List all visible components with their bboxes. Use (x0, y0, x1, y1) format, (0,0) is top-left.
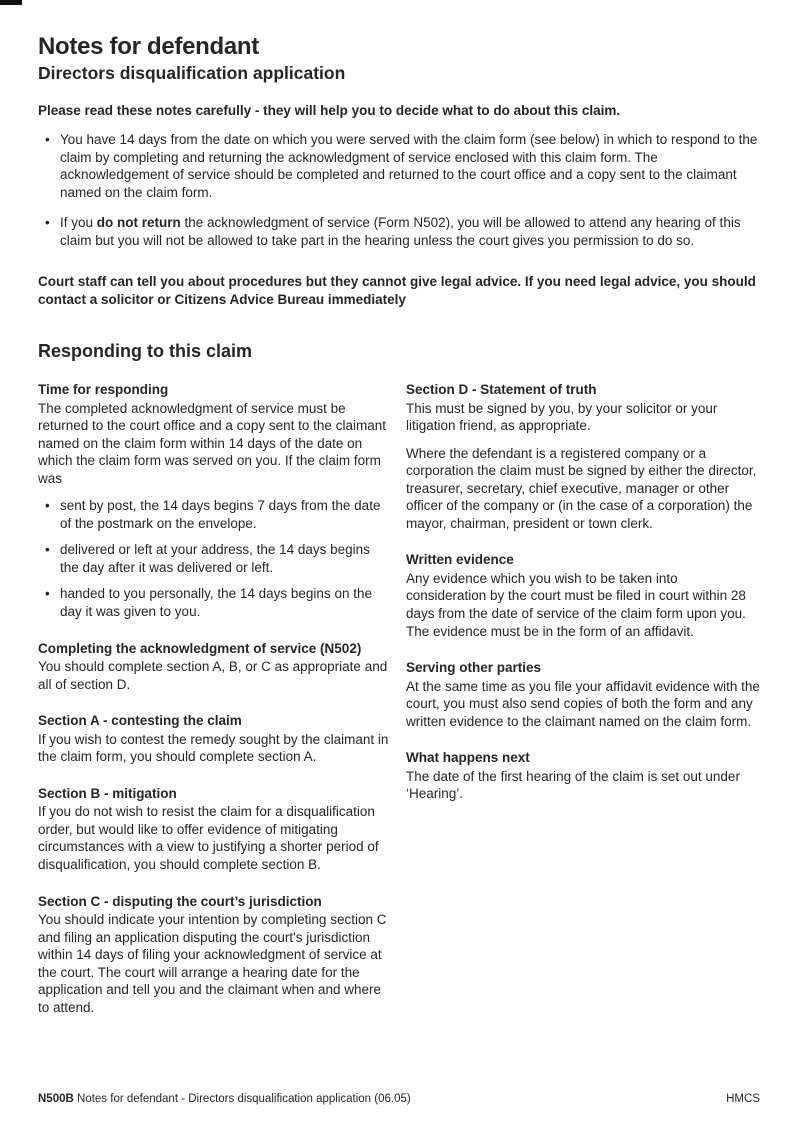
block-heading: Time for responding (38, 381, 169, 397)
footer-right: HMCS (726, 1093, 760, 1105)
intro-bullet-2 (60, 214, 760, 249)
block-heading: Written evidence (406, 552, 514, 568)
bullet2-bold: do not return (96, 215, 181, 231)
block-heading: Section A - contesting the claim (38, 713, 242, 729)
block-paragraph: If you do not wish to resist the claim for a disqualification order, but would like to offer evidence of mitigating circumstances with a view to justifying a shorter period of disqualification, you should complete section B. (38, 804, 379, 872)
page-subtitle: Directors disqualification application (38, 63, 346, 84)
block-what-happens-next (406, 749, 760, 803)
block-heading: Section C - disputing the court’s jurisdiction (38, 893, 322, 909)
footer (38, 1093, 760, 1105)
intro-lead: Please read these notes carefully - they will help you to decide what to do about this claim. (38, 102, 621, 118)
block-heading: Section B - mitigation (38, 785, 177, 801)
intro-bullet-1: • You have 14 days from the date on which you were served with the claim form (see below) in which to respond to the claim by completing and returning the acknowledgment of service enclosed with this claim form. The acknowledgement of service should be completed and returned to the court office and a copy sent to the claimant named on the claim form. (60, 131, 760, 201)
block-paragraph: At the same time as you file your affidavit evidence with the court, you must also send copies of both the form and any written evidence to the claimant named on the claim form. (406, 678, 760, 729)
block-paragraph: The date of the first hearing of the claim is set out under ‘Hearing’. (406, 768, 740, 802)
block-paragraph: You should indicate your intention by completing section C and filing an application disputing the court's jurisdiction within 14 days of filing your acknowledgment of service at the court. The court will arrange a hearing date for the application and tell you and the claimant when and where to attend. (38, 912, 387, 1015)
block-paragraph: Where the defendant is a registered company or a corporation the claim must be signed by either the director, treasurer, secretary, chief executive, manager or other officer of the company or (in the case of a corporation) the mayor, chairman, president or town clerk. (406, 445, 757, 531)
block-paragraph: This must be signed by you, by your solicitor or your litigation friend, as appropriate. (406, 400, 718, 434)
scan-artifact (0, 0, 22, 5)
bullet2-post: the acknowledgment of service (Form N502), you will be allowed to attend any hearing of this claim but you will not be allowed to take part in the hearing unless the court gives you permission to do so. (60, 215, 741, 248)
block-paragraph: Any evidence which you wish to be taken into consideration by the court must be filed in court within 28 days from the date of service of the claim form upon you. The evidence must be in the form of an affidavit. (406, 570, 746, 639)
time-bullet-list (38, 497, 390, 620)
block-heading: Completing the acknowledgment of service (N502) (38, 640, 362, 656)
bullet2-pre: If you (60, 215, 97, 231)
page-title: Notes for defendant (38, 33, 259, 60)
two-column-layout (38, 381, 760, 1016)
footer-text: Notes for defendant - Directors disqualification application (06.05) (73, 1093, 411, 1105)
block-heading: Serving other parties (406, 660, 542, 676)
block-time-for-responding (38, 381, 390, 621)
list-item: • delivered or left at your address, the 14 days begins the day after it was delivered or left. (60, 541, 390, 576)
list-item: • handed to you personally, the 14 days begins on the day it was given to you. (60, 585, 390, 620)
form-code: N500B (38, 1093, 74, 1105)
block-written-evidence (406, 551, 760, 640)
block-serving-other-parties (406, 659, 760, 730)
legal-advice-notice: Court staff can tell you about procedures but they cannot give legal advice. If you need legal advice, you should contact a solicitor or Citizens Advice Bureau immediately (38, 274, 756, 308)
block-heading: What happens next (406, 750, 530, 766)
column-right (406, 381, 760, 1016)
block-paragraph: You should complete section A, B, or C as appropriate and all of section D. (38, 659, 388, 692)
block-section-a (38, 712, 390, 766)
block-section-b (38, 785, 390, 874)
block-paragraph: The completed acknowledgment of service must be returned to the court office and a copy sent to the claimant named on the claim form within 14 days of the date on which the claim form was served on you. If the claim form was (38, 400, 386, 486)
block-heading: Section D - Statement of truth (406, 381, 597, 397)
block-completing-acknowledgment (38, 640, 390, 694)
column-left (38, 381, 390, 1016)
list-item: • sent by post, the 14 days begins 7 days from the date of the postmark on the envelope. (60, 497, 390, 532)
intro-bullet-list (38, 131, 760, 249)
footer-left (38, 1093, 411, 1105)
block-section-c (38, 893, 390, 1017)
block-paragraph: If you wish to contest the remedy sought by the claimant in the claim form, you should complete section A. (38, 731, 389, 765)
block-section-d (406, 381, 760, 532)
responding-heading: Responding to this claim (38, 340, 253, 361)
